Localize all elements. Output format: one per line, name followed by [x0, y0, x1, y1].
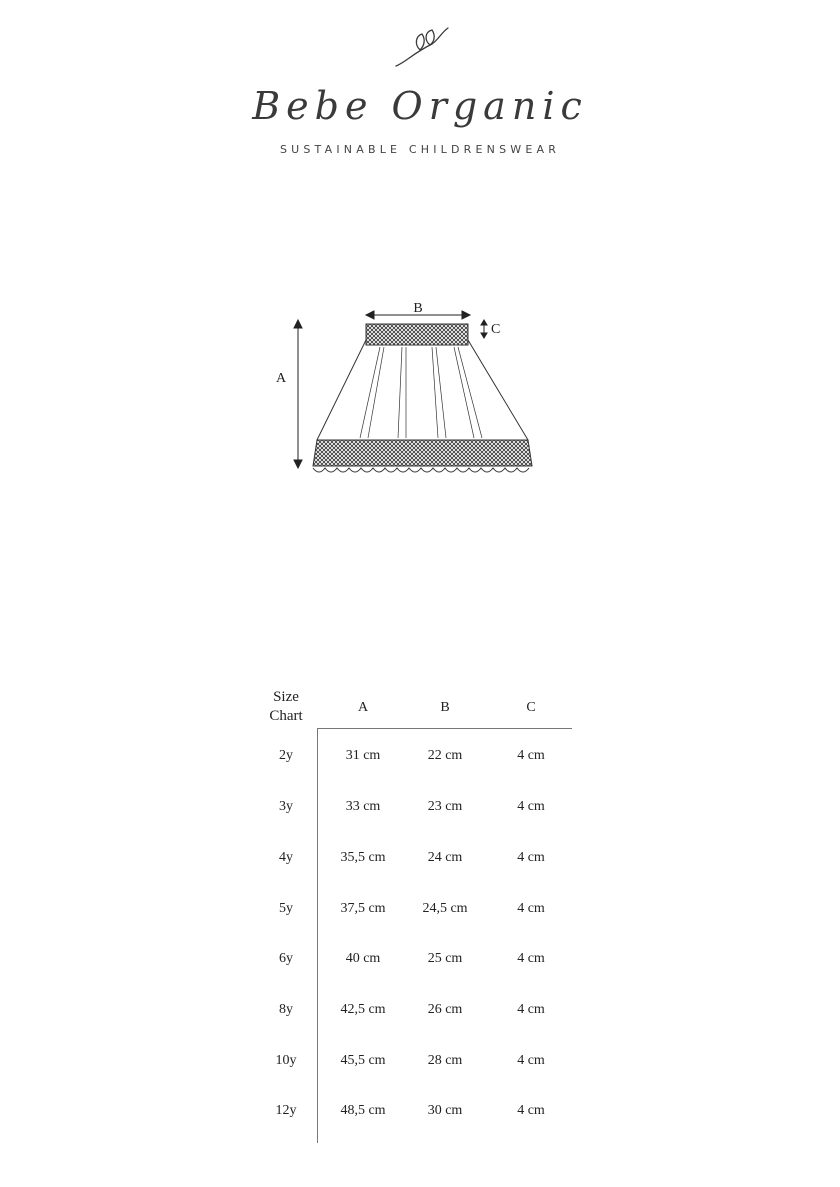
row-size: 12y [275, 1103, 297, 1118]
skirt-waistband [366, 324, 468, 345]
size-chart-table [255, 680, 575, 1160]
diagram-label-b: B [413, 301, 423, 316]
brand-tagline: SUSTAINABLE CHILDRENSWEAR [279, 143, 561, 156]
measure-a-arrow [294, 320, 302, 468]
row-value-c: 4 cm [517, 901, 545, 916]
row-size: 8y [279, 1002, 293, 1017]
row-value-b: 22 cm [427, 748, 463, 763]
row-value-a: 37,5 cm [340, 901, 386, 916]
table-row [255, 1053, 575, 1073]
row-size: 2y [279, 748, 293, 763]
table-row [255, 951, 575, 971]
row-value-a: 33 cm [345, 799, 381, 814]
size-chart-title-line2: Chart [269, 708, 303, 724]
skirt-measurement-diagram [260, 290, 550, 500]
row-size: 6y [279, 951, 293, 966]
header-divider [317, 728, 572, 729]
row-size: 10y [275, 1053, 297, 1068]
row-value-a: 31 cm [345, 748, 381, 763]
table-row [255, 850, 575, 870]
column-header-c: C [526, 700, 536, 715]
row-value-c: 4 cm [517, 1053, 545, 1068]
row-value-b: 28 cm [427, 1053, 463, 1068]
row-size: 4y [279, 850, 293, 865]
row-size: 3y [279, 799, 293, 814]
row-value-b: 23 cm [427, 799, 463, 814]
row-value-b: 24 cm [427, 850, 463, 865]
row-value-a: 42,5 cm [340, 1002, 386, 1017]
table-row [255, 1002, 575, 1022]
size-chart-title [255, 688, 317, 726]
skirt-hem-band [313, 440, 532, 466]
measure-c-arrow [481, 320, 487, 338]
row-value-a: 48,5 cm [340, 1103, 386, 1118]
column-header-a: A [357, 700, 369, 715]
row-size: 5y [279, 901, 293, 916]
row-value-a: 45,5 cm [340, 1053, 386, 1068]
row-value-b: 24,5 cm [422, 901, 468, 916]
table-row [255, 901, 575, 921]
table-row [255, 748, 575, 768]
column-divider [317, 728, 318, 1143]
leaf-branch-icon [392, 14, 452, 70]
row-value-c: 4 cm [517, 799, 545, 814]
row-value-c: 4 cm [517, 850, 545, 865]
row-value-b: 30 cm [427, 1103, 463, 1118]
skirt-outline [313, 324, 532, 472]
column-header-b: B [440, 700, 450, 715]
row-value-c: 4 cm [517, 748, 545, 763]
row-value-b: 26 cm [427, 1002, 463, 1017]
row-value-b: 25 cm [427, 951, 463, 966]
row-value-a: 40 cm [345, 951, 381, 966]
skirt-lace-trim [313, 468, 529, 472]
diagram-label-a: A [276, 371, 287, 386]
diagram-label-c: C [491, 322, 501, 337]
table-row [255, 1103, 575, 1123]
table-row [255, 799, 575, 819]
row-value-c: 4 cm [517, 1002, 545, 1017]
row-value-c: 4 cm [517, 951, 545, 966]
row-value-c: 4 cm [517, 1103, 545, 1118]
row-value-a: 35,5 cm [340, 850, 386, 865]
brand-name: Bebe Organic [252, 84, 588, 128]
size-chart-title-line1: Size [273, 689, 299, 705]
